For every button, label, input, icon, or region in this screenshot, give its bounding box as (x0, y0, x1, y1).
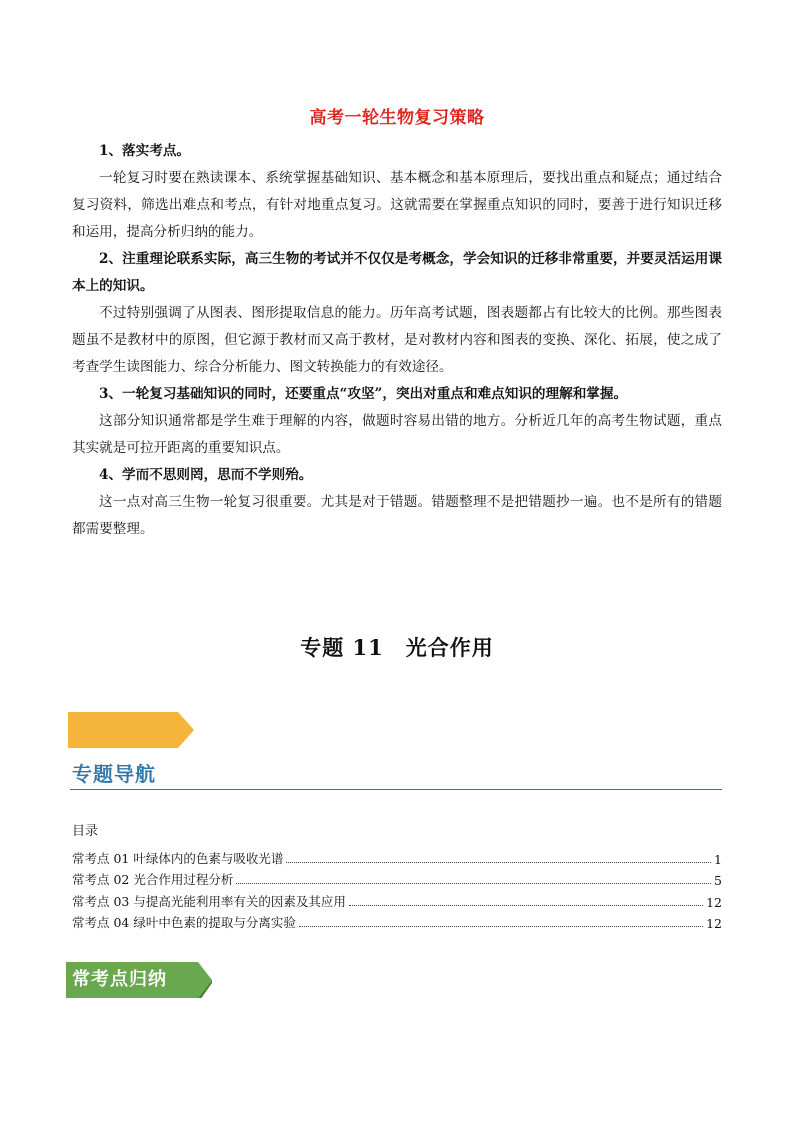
nav-divider (70, 789, 722, 790)
toc-leader-dots (286, 862, 711, 863)
point-4-heading: 4、学而不思则罔，思而不学则殆。 (99, 467, 313, 483)
toc-item-page: 1 (714, 851, 722, 867)
point-1-heading: 1、落实考点。 (99, 143, 191, 159)
point-4-body: 这一点对高三生物一轮复习很重要。尤其是对于错题。错题整理不是把错题抄一遍。也不是所有的错题都需要整理。 (72, 494, 722, 537)
toc-item[interactable] (72, 910, 722, 932)
point-3-body: 这部分知识通常都是学生难于理解的内容，做题时容易出错的地方。分析近几年的高考生物试题，重点其实就是可拉开距离的重要知识点。 (72, 413, 722, 456)
toc-item-label: 常考点 04 绿叶中色素的提取与分离实验 (72, 915, 296, 930)
toc-item[interactable] (72, 845, 722, 867)
summary-banner-label: 常考点归纳 (72, 969, 167, 990)
toc-item-page: 12 (706, 894, 722, 910)
toc-heading: 目录 (72, 824, 99, 839)
toc-item[interactable] (72, 867, 722, 889)
nav-banner-shape (68, 712, 194, 748)
toc-item-label: 常考点 03 与提高光能利用率有关的因素及其应用 (72, 893, 346, 909)
toc-item-page: 12 (706, 916, 722, 931)
strategy-section (72, 138, 722, 543)
toc-item-page: 5 (714, 873, 722, 888)
nav-title: 专题导航 (72, 762, 156, 786)
table-of-contents (72, 845, 722, 931)
point-2-heading: 2、注重理论联系实际，高三生物的考试并不仅仅是考概念，学会知识的迁移非常重要，并要灵活运用课本上的知识。 (72, 251, 722, 294)
toc-item-label: 常考点 01 叶绿体内的色素与吸收光谱 (72, 850, 284, 866)
toc-leader-dots (349, 905, 703, 906)
toc-leader-dots (299, 926, 703, 927)
toc-item[interactable] (72, 888, 722, 910)
point-3-heading: 3、一轮复习基础知识的同时，还要重点“攻坚”，突出对重点和难点知识的理解和掌握。 (99, 386, 628, 402)
point-2-body: 不过特别强调了从图表、图形提取信息的能力。历年高考试题，图表题都占有比较大的比例。那些图表题虽不是教材中的原图，但它源于教材而又高于教材，是对教材内容和图表的变换、深化、拓展，使之成了考查学生读图能力、综合分析能力、图文转换能力的有效途径。 (72, 305, 722, 375)
toc-item-label: 常考点 02 光合作用过程分析 (72, 872, 234, 887)
point-1-body: 一轮复习时要在熟读课本、系统掌握基础知识、基本概念和基本原理后，要找出重点和疑点；通过结合复习资料，筛选出难点和考点，有针对地重点复习。这就需要在掌握重点知识的同时，要善于进行知识迁移和运用，提高分析归纳的能力。 (72, 170, 722, 240)
page-title: 高考一轮生物复习策略 (309, 108, 485, 128)
toc-leader-dots (236, 883, 711, 884)
topic-title: 专题 11 光合作用 (300, 635, 494, 660)
